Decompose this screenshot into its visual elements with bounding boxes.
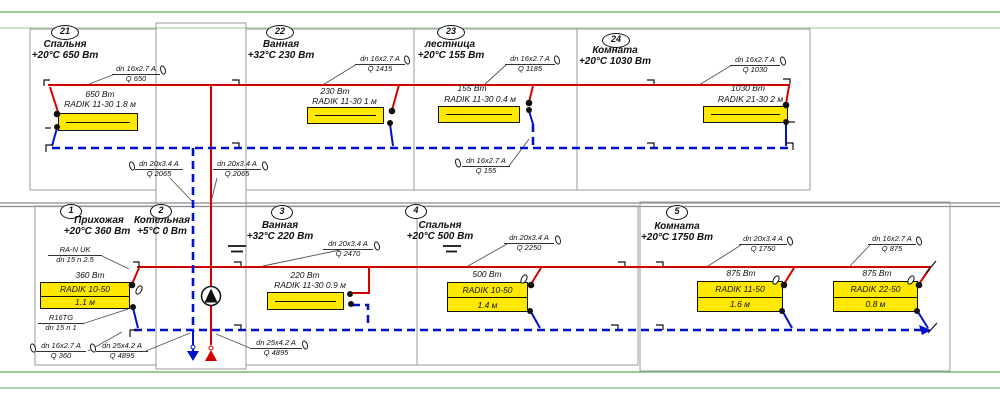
radiator bbox=[307, 107, 384, 124]
room-tag-24: 24 bbox=[602, 33, 630, 48]
pipe-flow: Q 2065 bbox=[146, 168, 172, 178]
pipe-label bbox=[323, 240, 373, 258]
radiator-power: 500 Вт bbox=[472, 269, 502, 279]
radiator-power: 230 Вт bbox=[320, 86, 350, 96]
pipe-size: dn 16x2.7 A bbox=[112, 65, 160, 75]
radiator-model: RADIK 10-50 bbox=[41, 283, 129, 297]
pipe-flow: Q 2065 bbox=[224, 168, 250, 178]
radiator-model: RADIK 22-50 bbox=[834, 282, 917, 298]
room-tag-4: 4 bbox=[405, 204, 427, 219]
room-temp-load: +20°C 1030 Вт bbox=[578, 56, 652, 67]
pipe-size: dn 16x2.7 A bbox=[462, 157, 510, 167]
radiator-water-line bbox=[275, 301, 336, 302]
radiator bbox=[40, 282, 130, 309]
pipe-flow: Q 650 bbox=[125, 73, 147, 83]
room-name: Спальня bbox=[418, 220, 462, 231]
room-temp-load: +20°C 650 Вт bbox=[31, 50, 99, 61]
room-tag-5: 5 bbox=[666, 205, 688, 220]
room-name: лестница bbox=[424, 39, 476, 50]
valve-label-return bbox=[38, 314, 84, 332]
radiator bbox=[703, 106, 788, 123]
room-name: Ванная bbox=[262, 39, 300, 50]
pipe-size: dn 25x4.2 A bbox=[96, 342, 148, 352]
valve-type: R16TG bbox=[38, 314, 84, 324]
pipe-flow: Q 1185 bbox=[517, 63, 543, 73]
pipe-flow: Q 155 bbox=[475, 165, 497, 175]
room-name: Комната bbox=[654, 221, 700, 232]
radiator-power: 650 Вт bbox=[85, 89, 115, 99]
pipe-label bbox=[96, 342, 148, 360]
pipe-flow: Q 1030 bbox=[742, 64, 768, 74]
pipe-size: dn 20x3.4 A bbox=[135, 160, 183, 170]
pipe-label bbox=[36, 342, 86, 360]
radiator-power: 1030 Вт bbox=[730, 83, 766, 93]
radiator-model: RADIK 11-30 0.4 м bbox=[444, 94, 516, 104]
room-tag-2: 2 bbox=[150, 204, 172, 219]
radiator-length: 1.4 м bbox=[477, 299, 498, 310]
radiator-water-line bbox=[711, 114, 780, 115]
room-temp-load: +20°C 500 Вт bbox=[406, 231, 474, 242]
room-tag-21: 21 bbox=[51, 25, 79, 40]
radiator-power: 360 Вт bbox=[75, 270, 105, 280]
pipe-flow: Q 4895 bbox=[109, 350, 135, 360]
radiator bbox=[267, 292, 344, 310]
radiator-power: 875 Вт bbox=[862, 268, 892, 278]
radiator-water-line bbox=[66, 122, 130, 123]
room-temp-load: +20°C 1750 Вт bbox=[640, 232, 714, 243]
pipe-size: dn 20x3.4 A bbox=[323, 240, 373, 250]
pipe-flow: Q 2250 bbox=[516, 242, 542, 252]
pipe-label-riser-return bbox=[135, 160, 183, 178]
room-temp-load: +32°C 220 Вт bbox=[246, 231, 314, 242]
room-name: Котельная bbox=[134, 215, 190, 226]
pipe-size: dn 16x2.7 A bbox=[355, 55, 405, 65]
pipe-label bbox=[462, 157, 510, 175]
pipe-label bbox=[505, 55, 555, 73]
pipe-size: dn 20x3.4 A bbox=[504, 234, 554, 244]
room-name: Комната bbox=[592, 45, 638, 56]
pipe-flow: Q 1750 bbox=[750, 243, 776, 253]
radiator-length: 1.1 м bbox=[74, 297, 95, 308]
radiator bbox=[447, 282, 528, 312]
radiator bbox=[438, 106, 520, 123]
radiator-model: RADIK 11-50 bbox=[698, 282, 782, 298]
room-temp-load: +20°C 360 Вт bbox=[63, 226, 131, 237]
room-name: Прихожая bbox=[74, 215, 124, 226]
radiator-model: RADIK 11-30 1.8 м bbox=[64, 99, 136, 109]
radiator-model: RADIK 21-30 2 м bbox=[717, 94, 784, 104]
valve-size: dn 15 n 2.5 bbox=[56, 254, 94, 264]
valve-label-supply bbox=[48, 246, 102, 264]
pipe-label bbox=[868, 235, 916, 253]
radiator bbox=[58, 113, 138, 131]
radiator-power: 875 Вт bbox=[726, 268, 756, 278]
pipe-size: dn 20x3.4 A bbox=[739, 235, 787, 245]
room-tag-22: 22 bbox=[266, 25, 294, 40]
pipe-flow: Q 360 bbox=[50, 350, 72, 360]
pipe-label bbox=[504, 234, 554, 252]
radiator bbox=[697, 281, 783, 312]
radiator-model: RADIK 11-30 1 м bbox=[312, 96, 377, 106]
pipe-size: dn 16x2.7 A bbox=[868, 235, 916, 245]
room-tag-1: 1 bbox=[60, 204, 82, 219]
pipe-size: dn 16x2.7 A bbox=[36, 342, 86, 352]
room-name: Спальня bbox=[43, 39, 87, 50]
pipe-label bbox=[739, 235, 787, 253]
pipe-size: dn 16x2.7 A bbox=[505, 55, 555, 65]
pipe-label-riser-supply bbox=[213, 160, 261, 178]
room-temp-load: +5°C 0 Вт bbox=[137, 226, 187, 237]
radiator-power: 155 Вт bbox=[457, 83, 487, 93]
radiator-water-line bbox=[446, 114, 512, 115]
pipe-flow: Q 2470 bbox=[335, 248, 361, 258]
valve-type: RA-N UK bbox=[48, 246, 102, 256]
radiator-water-line bbox=[315, 115, 376, 116]
room-temp-load: +32°C 230 Вт bbox=[247, 50, 315, 61]
radiator-model: RADIK 11-30 0.9 м bbox=[274, 280, 346, 290]
pipe-flow: Q 875 bbox=[881, 243, 903, 253]
room-tag-3: 3 bbox=[271, 205, 293, 220]
room-temp-load: +20°C 155 Вт bbox=[417, 50, 485, 61]
pipe-flow: Q 1415 bbox=[367, 63, 393, 73]
pipe-size: dn 16x2.7 A bbox=[730, 56, 780, 66]
valve-size: dn 15 n 1 bbox=[45, 322, 77, 332]
pipe-size: dn 25x4.2 A bbox=[250, 339, 302, 349]
pipe-size: dn 20x3.4 A bbox=[213, 160, 261, 170]
radiator-length: 1.6 м bbox=[729, 299, 750, 310]
pipe-label bbox=[730, 56, 780, 74]
radiator-model: RADIK 10-50 bbox=[448, 283, 527, 298]
room-boxes bbox=[30, 23, 950, 371]
radiator-power: 220 Вт bbox=[290, 270, 320, 280]
radiator bbox=[833, 281, 918, 312]
pipe-flow: Q 4895 bbox=[263, 347, 289, 357]
room-name: Ванная bbox=[261, 220, 299, 231]
pipe-label bbox=[250, 339, 302, 357]
room-tag-23: 23 bbox=[437, 25, 465, 40]
radiator-length: 0.8 м bbox=[865, 299, 886, 310]
pipe-label bbox=[112, 65, 160, 83]
pipe-label bbox=[355, 55, 405, 73]
